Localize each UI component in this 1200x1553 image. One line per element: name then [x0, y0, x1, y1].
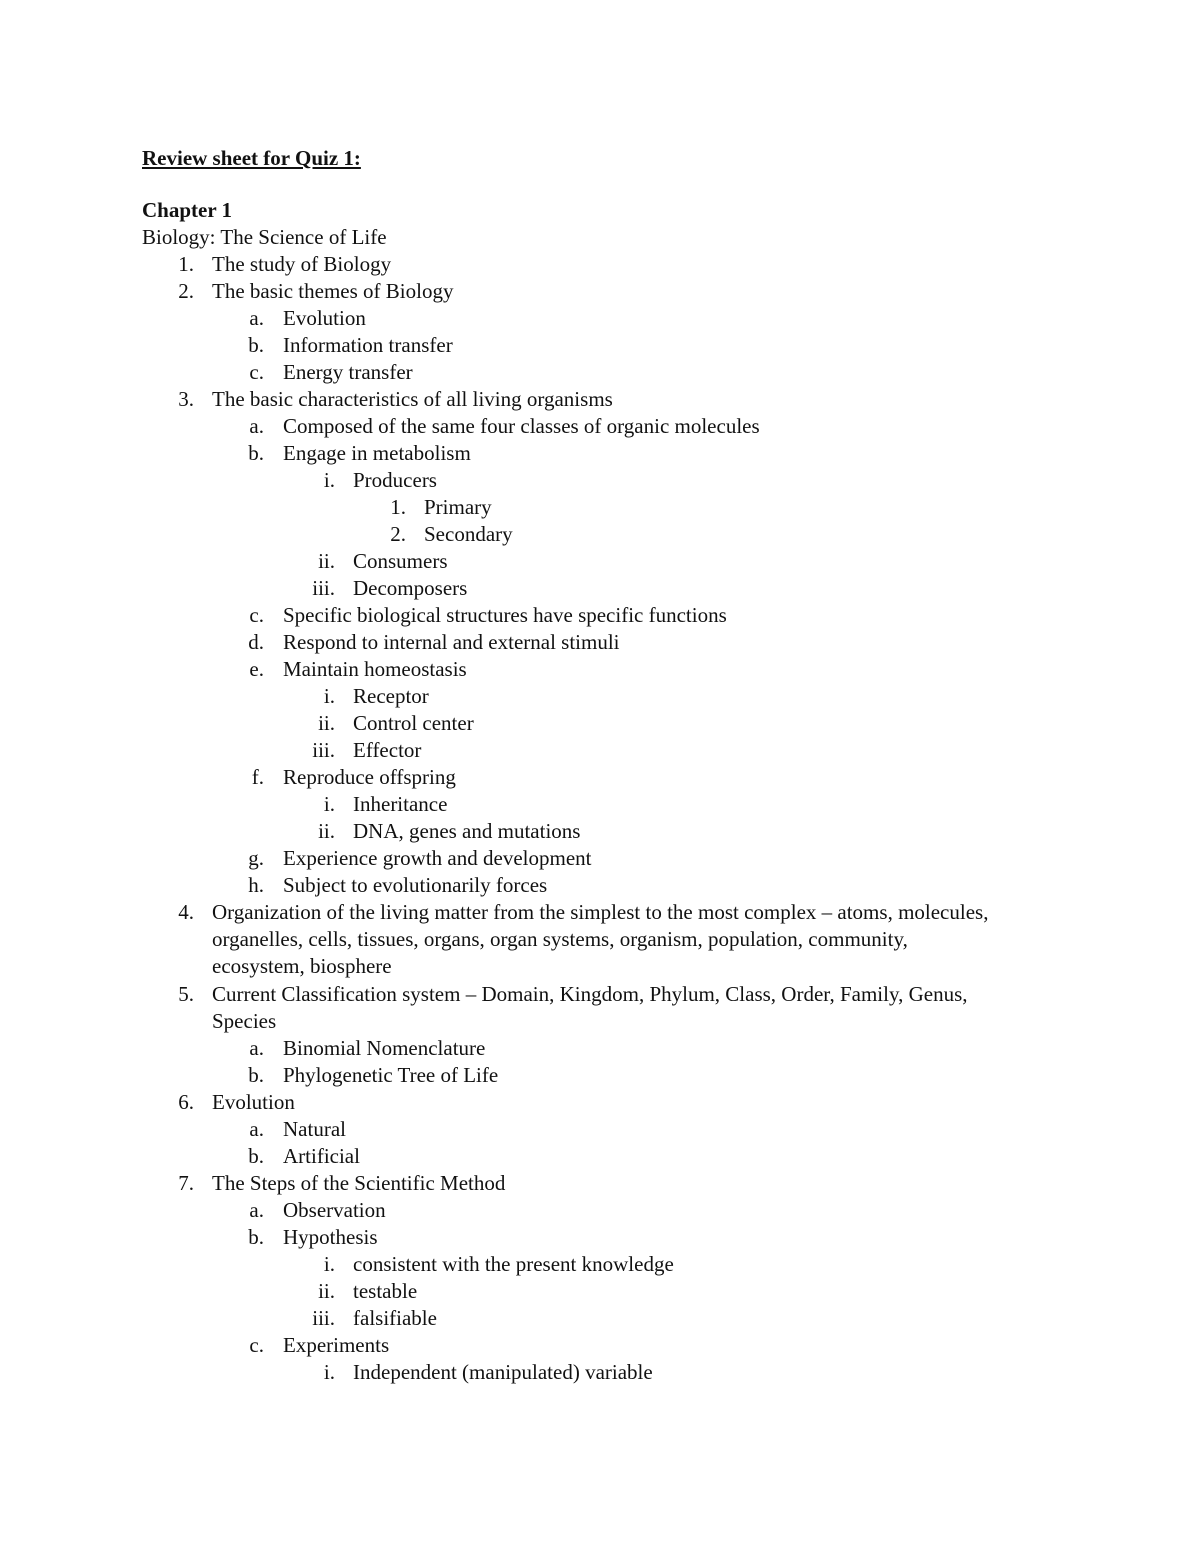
outline-text: Evolution [212, 1090, 295, 1115]
outline-marker: 6. [178, 1090, 194, 1115]
outline-marker: b. [248, 333, 264, 357]
outline-text: Specific biological structures have specific functions [283, 603, 727, 627]
outline-text: Effector [353, 738, 422, 762]
outline-marker: f. [251, 765, 264, 789]
outline-text: Producers [353, 468, 437, 492]
outline-marker: ii. [318, 549, 335, 573]
outline-marker: a. [249, 1117, 264, 1142]
outline-marker: c. [249, 1333, 264, 1358]
outline-text: Artificial [283, 1144, 360, 1169]
outline-marker: 3. [178, 387, 194, 411]
outline-text: testable [353, 1279, 418, 1304]
outline-marker: ii. [318, 711, 335, 735]
outline-marker: d. [248, 630, 264, 654]
outline-marker: i. [323, 1252, 335, 1277]
outline-text: Phylogenetic Tree of Life [283, 1063, 499, 1088]
outline-marker: c. [249, 360, 264, 384]
outline-marker: b. [248, 1063, 264, 1088]
outline-item [0, 1224, 1200, 1251]
outline-text: Current Classification system – Domain, Kingdom, Phylum, Class, Order, Family, Genus, Species [212, 981, 968, 1033]
outline-text: Experiments [283, 1333, 390, 1358]
outline-text: Reproduce offspring [283, 765, 456, 789]
outline-text: Control center [353, 711, 474, 735]
outline-item [0, 764, 1200, 791]
outline-marker: a. [249, 306, 264, 330]
outline-marker: iii. [312, 738, 335, 762]
outline-marker: i. [323, 1360, 335, 1385]
outline-marker: b. [248, 1144, 264, 1169]
outline-item [0, 386, 1200, 413]
outline-marker: i. [323, 684, 335, 708]
outline-text: DNA, genes and mutations [353, 819, 581, 843]
outline-text: Composed of the same four classes of organic molecules [283, 414, 760, 438]
outline-text: Evolution [283, 306, 366, 330]
outline-text: Decomposers [353, 576, 468, 600]
outline-item [0, 1305, 1200, 1332]
chapter-heading: Chapter 1 [142, 198, 233, 222]
outline-text: Secondary [424, 522, 513, 546]
outline-marker: 2. [178, 279, 194, 303]
outline-item [0, 602, 1200, 629]
outline-marker: a. [249, 1036, 264, 1061]
outline-text: Hypothesis [283, 1225, 378, 1250]
outline-text: Consumers [353, 549, 448, 573]
outline-item [0, 359, 1200, 386]
outline-marker: 2. [390, 522, 406, 546]
outline-text: Experience growth and development [283, 846, 592, 870]
outline-text: Energy transfer [283, 360, 413, 384]
outline-marker: a. [249, 414, 264, 438]
outline-text: Information transfer [283, 333, 453, 357]
outline-text: consistent with the present knowledge [353, 1252, 674, 1277]
outline-item [0, 1197, 1200, 1224]
outline-item [0, 683, 1200, 710]
outline-text: Organization of the living matter from the simplest to the most complex – atoms, molecules, organelles, cells, tissues, organs, organ systems, organism, population, community, ecosystem, biosphere [212, 900, 989, 979]
outline-item [0, 1251, 1200, 1278]
outline-item [0, 1359, 1200, 1386]
outline-item [0, 1332, 1200, 1359]
outline-marker: 4. [178, 900, 194, 924]
outline-text: Subject to evolutionarily forces [283, 873, 548, 897]
outline-item [0, 1116, 1200, 1143]
outline-marker: i. [323, 468, 335, 492]
outline-text: Observation [283, 1198, 386, 1223]
outline-item [0, 1062, 1200, 1089]
outline-text: Binomial Nomenclature [283, 1036, 486, 1061]
outline-marker: e. [249, 657, 264, 681]
outline-text: Receptor [353, 684, 429, 708]
outline-text: Respond to internal and external stimuli [283, 630, 620, 654]
outline-item [0, 818, 1200, 845]
outline-item [0, 1278, 1200, 1305]
outline-item [0, 548, 1200, 575]
outline-marker: 7. [178, 1171, 194, 1196]
outline-item [0, 305, 1200, 332]
outline-text: The Steps of the Scientific Method [212, 1171, 506, 1196]
outline-item [0, 521, 1200, 548]
outline-item [0, 872, 1200, 899]
outline-marker: 1. [390, 495, 406, 519]
outline-marker: b. [248, 441, 264, 465]
outline-item [0, 494, 1200, 521]
outline-marker: i. [323, 792, 335, 816]
outline-text: Inheritance [353, 792, 448, 816]
outline-text: Maintain homeostasis [283, 657, 467, 681]
outline-item [0, 1035, 1200, 1062]
outline-marker: 1. [178, 252, 194, 276]
outline-item [0, 1143, 1200, 1170]
outline-marker: iii. [312, 576, 335, 600]
outline-text: Engage in metabolism [283, 441, 471, 465]
outline-item [0, 629, 1200, 656]
outline-item [0, 656, 1200, 683]
outline-item [0, 791, 1200, 818]
outline-item [0, 845, 1200, 872]
outline-marker: ii. [318, 819, 335, 843]
outline-item [0, 981, 1200, 1035]
outline-marker: h. [248, 873, 264, 897]
outline-item [0, 467, 1200, 494]
chapter-subtitle: Biology: The Science of Life [142, 225, 387, 249]
outline-item [0, 737, 1200, 764]
outline-marker: 5. [178, 981, 194, 1006]
outline-text: Natural [283, 1117, 346, 1142]
outline-item [0, 278, 1200, 305]
outline-item [0, 440, 1200, 467]
outline-text: falsifiable [353, 1306, 437, 1331]
outline-marker: b. [248, 1225, 264, 1250]
outline-item [0, 251, 1200, 278]
outline-marker: iii. [312, 1306, 335, 1331]
outline-marker: g. [248, 846, 264, 870]
outline-item [0, 332, 1200, 359]
outline-item [0, 413, 1200, 440]
outline-marker: ii. [318, 1279, 335, 1304]
outline-item [0, 1170, 1200, 1197]
outline-text: Primary [424, 495, 492, 519]
outline-marker: c. [249, 603, 264, 627]
outline-item [0, 1089, 1200, 1116]
outline-text: The basic characteristics of all living organisms [212, 387, 613, 411]
page-title: Review sheet for Quiz 1: [142, 146, 361, 170]
outline-item [0, 899, 1200, 981]
outline-text: The basic themes of Biology [212, 279, 454, 303]
outline-list [0, 251, 1200, 1386]
outline-item [0, 575, 1200, 602]
outline-item [0, 710, 1200, 737]
outline-text: Independent (manipulated) variable [353, 1360, 653, 1385]
outline-marker: a. [249, 1198, 264, 1223]
outline-text: The study of Biology [212, 252, 392, 276]
